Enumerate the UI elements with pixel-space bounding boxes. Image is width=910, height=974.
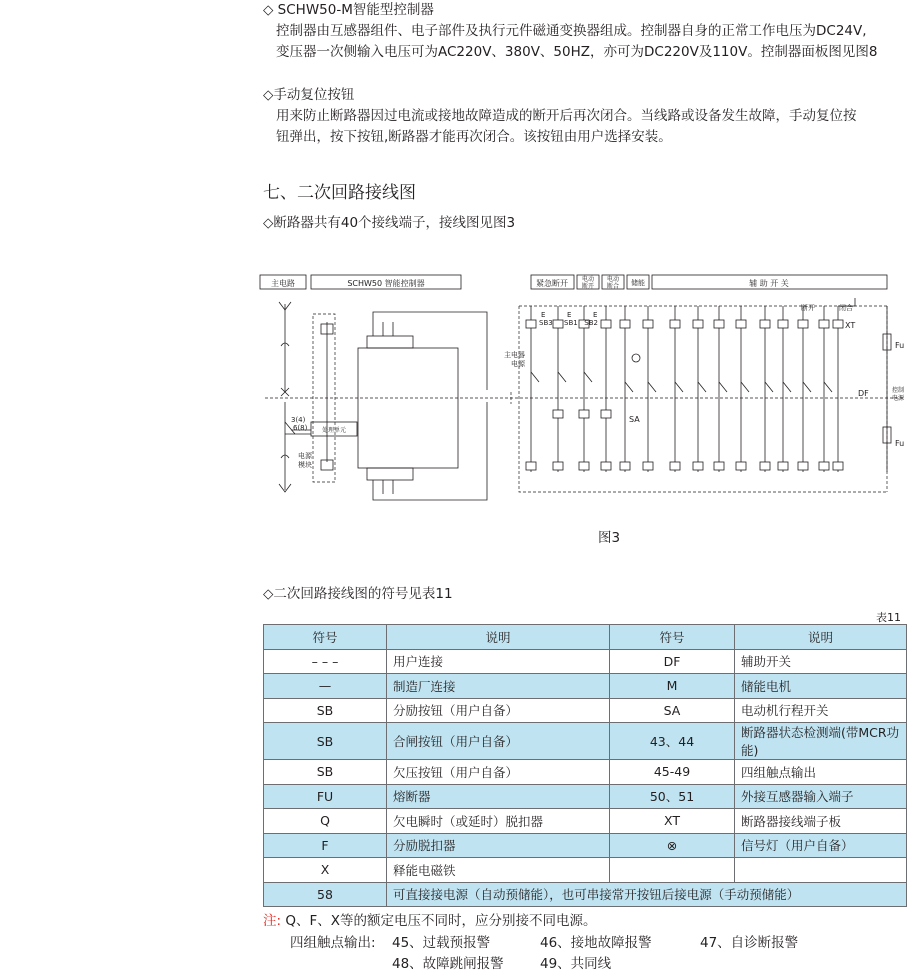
table-header-row <box>264 625 907 650</box>
table-row <box>264 723 907 760</box>
cell-symbol: F <box>264 833 387 858</box>
cell-symbol: SB <box>264 698 387 723</box>
diagram-label-psu-1: 电源 <box>298 452 312 460</box>
signal-lamp-icon: ⊗ <box>610 833 735 858</box>
diagram-label-sb1: SB1 <box>564 319 578 327</box>
cell-desc: 欠电瞬时（或延时）脱扣器 <box>387 809 610 834</box>
cell-symbol: 45-49 <box>610 760 735 785</box>
cell-symbol: X <box>264 858 387 883</box>
table-row <box>264 674 907 699</box>
diagram-label-elec-close-1: 电动 <box>606 276 620 283</box>
cell-symbol: Q <box>264 809 387 834</box>
symbol-table <box>263 624 907 907</box>
diagram-label-fu-bottom: Fu <box>895 439 905 448</box>
note-text: Q、F、X等的额定电压不同时，应分别接不同电源。 <box>285 913 597 929</box>
cell-symbol: M <box>610 674 735 699</box>
table-row <box>264 649 907 674</box>
diagram-label-open: 断开 <box>801 304 815 312</box>
controller-text-line2: 变压器一次侧输入电压可为AC220V、380V、50HZ，亦可为DC220V及110V。控制器面板图见图8 <box>276 44 878 60</box>
table-row <box>264 698 907 723</box>
figure-caption: 图3 <box>598 530 621 546</box>
reset-heading: ◇手动复位按钮 <box>263 87 355 103</box>
chapter-title: 七、二次回路接线图 <box>263 183 416 203</box>
cell-symbol: 50、51 <box>610 784 735 809</box>
cell-desc: 四组触点输出 <box>735 760 907 785</box>
diagram-label-3-4: 3(4) <box>291 416 306 424</box>
diagram-label-controller: SCHW50 智能控制器 <box>347 279 425 288</box>
cell-symbol: SB <box>264 723 387 760</box>
outputs-label: 四组触点输出: <box>290 935 376 951</box>
cell-desc: 合闸按钮（用户自备） <box>387 723 610 760</box>
note-line <box>263 911 597 931</box>
header-symbol-1: 符号 <box>264 625 387 650</box>
diagram-label-sb2: SB2 <box>584 319 598 327</box>
reset-text-line1: 用来防止断路器因过电流或接地故障造成的断开后再次闭合。当线路或设备发生故障，手动复位按 <box>276 108 857 124</box>
diagram-label-processing: 处理单元 <box>321 427 347 434</box>
diagram-label-emergency: 紧急断开 <box>536 279 568 288</box>
table-row <box>264 858 907 883</box>
diagram-label-elec-open-2: 断开 <box>581 283 595 290</box>
diagram-label-storage: 储能 <box>631 279 645 287</box>
cell-symbol: SB <box>264 760 387 785</box>
output-47: 47、自诊断报警 <box>700 935 799 951</box>
table-label: 表11 <box>876 611 901 624</box>
controller-heading: ◇ SCHW50-M智能型控制器 <box>263 2 434 18</box>
diagram-label-sb3: SB3 <box>539 319 553 327</box>
cell-desc: 断路器状态检测端(带MCR功能) <box>735 723 907 760</box>
cell-symbol: FU <box>264 784 387 809</box>
cell-desc: 断路器接线端子板 <box>735 809 907 834</box>
diagram-label-close: 闭合 <box>839 304 853 312</box>
table-row <box>264 760 907 785</box>
symbols-intro: ◇二次回路接线图的符号见表11 <box>263 586 453 602</box>
cell-symbol: XT <box>610 809 735 834</box>
output-48: 48、故障跳闸报警 <box>392 956 504 972</box>
diagram-label-fu-top: Fu <box>895 341 905 350</box>
cell-symbol: 58 <box>264 882 387 907</box>
table-row <box>264 784 907 809</box>
diagram-label-6-8: 6(8) <box>293 424 308 432</box>
cell-desc: 电动机行程开关 <box>735 698 907 723</box>
cell-symbol: 43、44 <box>610 723 735 760</box>
diagram-label-ctrl-psu-1: 控制 <box>892 387 905 394</box>
reset-text-line2: 钮弹出，按下按钮,断路器才能再次闭合。该按钮由用户选择安装。 <box>276 129 672 145</box>
cell-desc: 辅助开关 <box>735 649 907 674</box>
diagram-label-elec-open-1: 电动 <box>581 276 595 283</box>
diagram-label-psu-2: 模块 <box>298 461 312 469</box>
diagram-label-main-circuit: 主电路 <box>271 279 295 288</box>
wiring-intro: ◇断路器共有40个接线端子，接线图见图3 <box>263 215 516 231</box>
diagram-label-main-psu-2: 电源 <box>511 360 525 368</box>
diagram-label-e3: E <box>593 311 598 319</box>
diagram-label-e1: E <box>541 311 546 319</box>
cell-symbol <box>610 858 735 883</box>
cell-desc: 分励脱扣器 <box>387 833 610 858</box>
note-label: 注: <box>263 913 282 929</box>
cell-desc: 分励按钮（用户自备） <box>387 698 610 723</box>
cell-desc: 信号灯（用户自备） <box>735 833 907 858</box>
header-symbol-2: 符号 <box>610 625 735 650</box>
table-row <box>264 882 907 907</box>
cell-desc <box>735 858 907 883</box>
diagram-label-df: DF <box>858 389 869 398</box>
output-46: 46、接地故障报警 <box>540 935 652 951</box>
table-row <box>264 833 907 858</box>
cell-desc: 用户连接 <box>387 649 610 674</box>
diagram-label-ctrl-psu-2: 电源 <box>892 395 905 402</box>
diagram-label-aux: 辅 助 开 关 <box>749 279 789 288</box>
output-45: 45、过载预报警 <box>392 935 491 951</box>
diagram-label-sa: SA <box>629 415 640 424</box>
cell-symbol: SA <box>610 698 735 723</box>
cell-desc: 欠压按钮（用户自备） <box>387 760 610 785</box>
cell-desc: 外接互感器输入端子 <box>735 784 907 809</box>
diagram-label-e2: E <box>567 311 572 319</box>
table-row <box>264 809 907 834</box>
cell-symbol: — <box>264 674 387 699</box>
cell-symbol: DF <box>610 649 735 674</box>
diagram-label-main-psu-1: 主电器 <box>504 351 525 359</box>
output-49: 49、共同线 <box>540 956 612 972</box>
controller-text-line1: 控制器由互感器组件、电子部件及执行元件磁通变换器组成。控制器自身的正常工作电压为DC24V, <box>276 23 867 39</box>
cell-symbol: – – – <box>264 649 387 674</box>
header-desc-1: 说明 <box>387 625 610 650</box>
cell-desc: 熔断器 <box>387 784 610 809</box>
cell-desc: 制造厂连接 <box>387 674 610 699</box>
cell-desc: 储能电机 <box>735 674 907 699</box>
wiring-diagram <box>255 262 910 527</box>
cell-desc: 可直接接电源（自动预储能），也可串接常开按钮后接电源（手动预储能） <box>387 882 907 907</box>
cell-desc: 释能电磁铁 <box>387 858 610 883</box>
diagram-label-xt: XT <box>845 321 856 330</box>
header-desc-2: 说明 <box>735 625 907 650</box>
diagram-label-elec-close-2: 断合 <box>606 283 620 290</box>
